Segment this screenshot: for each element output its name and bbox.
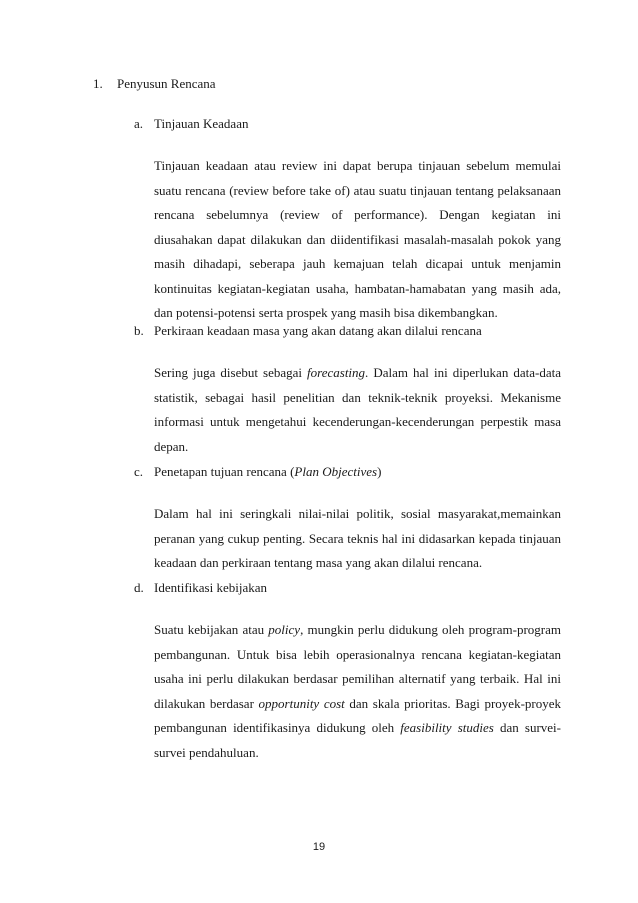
subsection-title: Identifikasi kebijakan	[154, 580, 267, 595]
paragraph-text: , mungkin perlu didukung oleh program-program pembangunan. Untuk bisa lebih operasionalnya rencana kegiatan-kegiatan usaha ini perlu dilakukan berdasar pemilihan alternatif yang terbaik. Hal ini dilakukan berdasar	[154, 622, 561, 711]
subsection-paragraph: Dalam hal ini seringkali nilai-nilai politik, sosial masyarakat,memainkan peranan yang cukup penting. Secara teknis hal ini didasarkan kepada tinjauan keadaan dan perkiraan tentang masa yang akan dilalui rencana.	[154, 506, 561, 570]
italic-term: feasibility studies	[400, 720, 494, 735]
subsection-heading	[134, 323, 562, 339]
subsection-paragraph	[154, 618, 561, 765]
subsection-b	[134, 323, 562, 459]
subsection-title-end: )	[377, 464, 382, 479]
paragraph-text: dan skala prioritas. Bagi proyek-proyek pembangunan identifikasinya didukung oleh	[154, 695, 561, 735]
subsection-letter: c.	[134, 464, 144, 479]
italic-term: opportunity cost	[258, 695, 345, 711]
paragraph-text: Sering juga disebut sebagai	[154, 365, 308, 380]
subsection-heading	[134, 464, 562, 480]
subsection-letter: d.	[134, 580, 144, 595]
section-number: 1.	[93, 76, 103, 91]
paragraph-text: Suatu kebijakan atau	[154, 622, 269, 637]
subsection-paragraph	[154, 361, 561, 459]
subsection-paragraph: Tinjauan keadaan atau review ini dapat berupa tinjauan sebelum memulai suatu rencana (review before take of) atau suatu tinjauan tentang pelaksanaan rencana sebelumnya (review of performance). Dengan kegiatan ini diusahakan dapat dilakukan dan diidentifikasi masalah-masalah pokok yang masih dihadapi, seberapa jauh kemajuan telah dicapai untuk menjamin kontinuitas kegiatan-kegiatan usaha, hambatan-hamabatan yang masih ada, dan potensi-potensi serta prospek yang masih bisa dikembangkan.	[154, 158, 561, 320]
page-number: 19	[312, 841, 326, 853]
subsection-title: Penetapan tujuan rencana (	[154, 464, 295, 479]
subsection-c	[134, 464, 562, 576]
section-title: Penyusun Rencana	[117, 76, 216, 91]
subsection-title: Tinjauan Keadaan	[154, 116, 249, 131]
subsection-letter: b.	[134, 323, 144, 338]
subsection-a	[134, 116, 562, 326]
subsection-heading	[134, 116, 562, 132]
italic-term: forecasting	[307, 365, 366, 380]
paragraph-text: dan survei-survei pendahuluan.	[154, 720, 561, 760]
italic-term: policy	[268, 622, 301, 637]
subsection-heading	[134, 580, 562, 596]
subsection-letter: a.	[134, 116, 144, 131]
subsection-d	[134, 580, 562, 765]
subsection-title: Perkiraan keadaan masa yang akan datang akan dilalui rencana	[154, 323, 482, 338]
section-heading	[93, 76, 216, 92]
paragraph-text: . Dalam hal ini diperlukan data-data statistik, sebagai hasil penelitian dan teknik-teknik proyeksi. Mekanisme informasi untuk mengetahui kecenderungan-kecenderungan perpestik masa depan.	[154, 365, 561, 454]
italic-term: Plan Objectives	[294, 464, 378, 479]
